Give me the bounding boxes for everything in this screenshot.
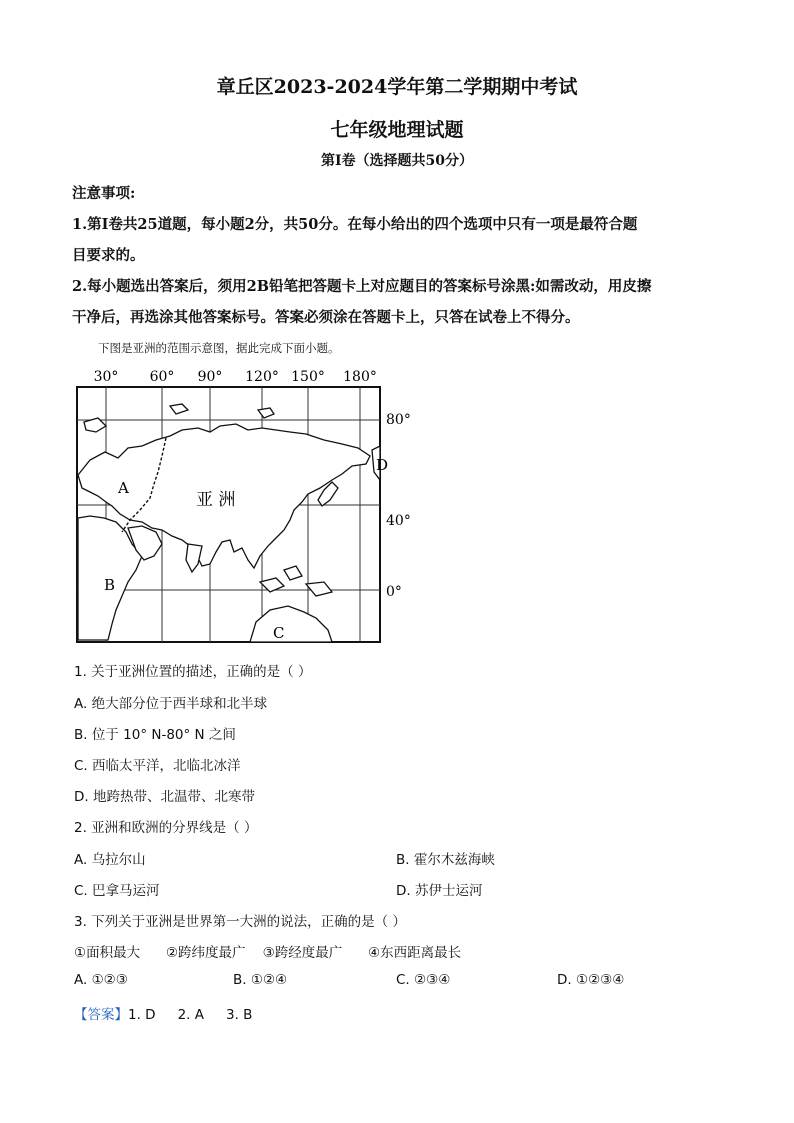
map-lat-label-0: 0° [386, 584, 402, 600]
notice-heading: 注意事项: [72, 185, 136, 202]
map-point-label-c: C [273, 624, 285, 642]
answer-line [74, 1003, 274, 1023]
exam-subtitle: 七年级地理试题 [330, 119, 464, 141]
question-3-option-a[interactable]: A. ①②③ [74, 972, 128, 988]
answer-value-3: 3. B [226, 1007, 253, 1023]
map-lon-label-60: 60° [149, 369, 175, 385]
question-1-option-b[interactable]: B. 位于 10° N-80° N 之间 [74, 727, 236, 743]
question-2-stem: 2. 亚洲和欧洲的分界线是（ ） [74, 820, 258, 836]
map-land [78, 404, 380, 642]
question-3-option-c[interactable]: C. ②③④ [396, 972, 451, 988]
section-heading: 第Ⅰ卷（选择题共50分） [320, 153, 474, 169]
map-point-label-b: B [104, 576, 116, 594]
map-lon-label-150: 150° [291, 369, 325, 385]
answer-value-1: 1. D [128, 1007, 156, 1023]
question-3-stem: 3. 下列关于亚洲是世界第一大洲的说法，正确的是（ ） [74, 914, 406, 930]
question-1-option-a[interactable]: A. 绝大部分位于西半球和北半球 [74, 696, 268, 712]
question-2-option-b[interactable]: B. 霍尔木兹海峡 [396, 852, 495, 868]
map-lead-text: 下图是亚洲的范围示意图，据此完成下面小题。 [98, 341, 340, 355]
question-3-statements: ①面积最大 ②跨纬度最广 ③跨经度最广 ④东西距离最长 [74, 945, 462, 961]
notice-item-1-line-2: 目要求的。 [72, 247, 145, 264]
map-lat-label-40: 40° [386, 513, 411, 529]
map-point-label-a: A [118, 479, 129, 497]
question-1-option-c[interactable]: C. 西临太平洋，北临北冰洋 [74, 758, 241, 774]
map-lon-label-180: 180° [343, 369, 377, 385]
map-region-label-asia: 亚 洲 [196, 490, 236, 510]
map-lon-label-30: 30° [93, 369, 119, 385]
notice-item-2-line-2: 干净后，再选涂其他答案标号。答案必须涂在答题卡上，只答在试卷上不得分。 [72, 309, 580, 326]
question-2-option-d[interactable]: D. 苏伊士运河 [396, 883, 483, 899]
answer-tag: 【答案】 [74, 1007, 128, 1023]
question-1-option-d[interactable]: D. 地跨热带、北温带、北寒带 [74, 789, 255, 805]
map-lat-label-80: 80° [386, 412, 411, 428]
map-lon-label-120: 120° [245, 369, 279, 385]
question-3-option-d[interactable]: D. ①②③④ [557, 972, 625, 988]
answer-value-2: 2. A [177, 1007, 204, 1023]
map-point-label-d: D [376, 456, 389, 474]
question-1-stem: 1. 关于亚洲位置的描述，正确的是（ ） [74, 664, 312, 680]
map-lon-label-90: 90° [197, 369, 223, 385]
question-2-option-c[interactable]: C. 巴拿马运河 [74, 883, 160, 899]
exam-title: 章丘区2023-2024学年第二学期期中考试 [216, 76, 578, 98]
asia-range-map [70, 360, 450, 650]
question-2-option-a[interactable]: A. 乌拉尔山 [74, 852, 146, 868]
question-3-option-b[interactable]: B. ①②④ [233, 972, 288, 988]
notice-block [72, 178, 732, 333]
notice-item-1-line-1: 1.第Ⅰ卷共25道题，每小题2分，共50分。在每小给出的四个选项中只有一项是最符合题 [72, 216, 638, 233]
notice-item-2-line-1: 2.每小题选出答案后，须用2B铅笔把答题卡上对应题目的答案标号涂黑:如需改动，用皮擦 [72, 278, 652, 295]
